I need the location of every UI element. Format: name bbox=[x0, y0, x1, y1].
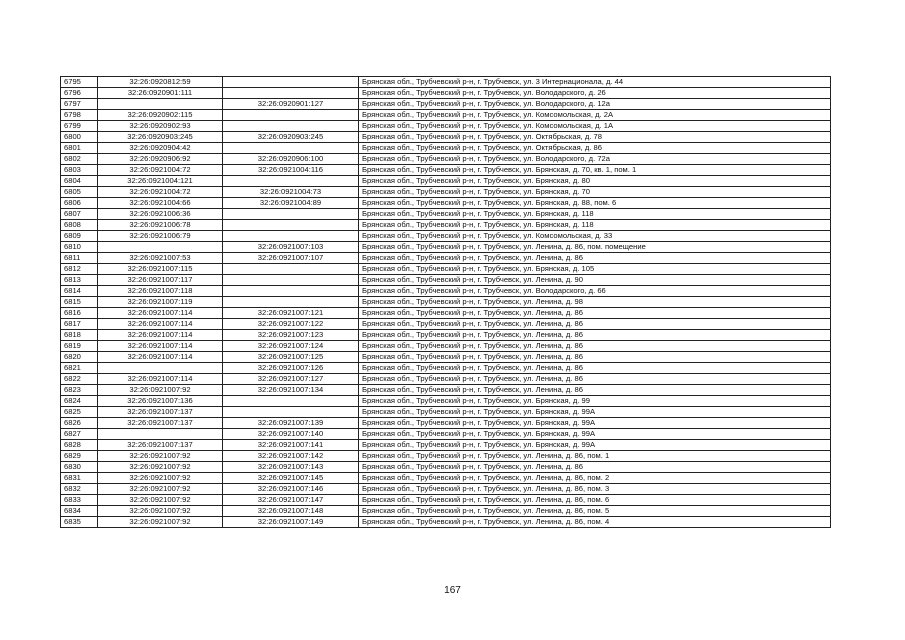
building-cadastral-number-cell: 32:26:0921007:142 bbox=[223, 451, 359, 462]
row-number-cell: 6810 bbox=[61, 242, 98, 253]
table-row bbox=[61, 495, 831, 506]
address-cell: Брянская обл., Трубчевский р-н, г. Трубчевск, ул. Ленина, д. 86 bbox=[359, 319, 831, 330]
row-number-cell: 6821 bbox=[61, 363, 98, 374]
table-row bbox=[61, 143, 831, 154]
building-cadastral-number-cell: 32:26:0921007:122 bbox=[223, 319, 359, 330]
row-number-cell: 6833 bbox=[61, 495, 98, 506]
building-cadastral-number-cell bbox=[223, 264, 359, 275]
row-number-cell: 6809 bbox=[61, 231, 98, 242]
building-cadastral-number-cell: 32:26:0921007:146 bbox=[223, 484, 359, 495]
address-cell: Брянская обл., Трубчевский р-н, г. Трубчевск, ул. Ленина, д. 86 bbox=[359, 385, 831, 396]
row-number-cell: 6812 bbox=[61, 264, 98, 275]
building-cadastral-number-cell: 32:26:0921007:148 bbox=[223, 506, 359, 517]
land-cadastral-number-cell: 32:26:0921007:114 bbox=[98, 352, 223, 363]
row-number-cell: 6817 bbox=[61, 319, 98, 330]
building-cadastral-number-cell bbox=[223, 231, 359, 242]
table-row bbox=[61, 352, 831, 363]
row-number-cell: 6829 bbox=[61, 451, 98, 462]
address-cell: Брянская обл., Трубчевский р-н, г. Трубчевск, ул. Брянская, д. 88, пом. 6 bbox=[359, 198, 831, 209]
row-number-cell: 6814 bbox=[61, 286, 98, 297]
land-cadastral-number-cell: 32:26:0920902:93 bbox=[98, 121, 223, 132]
land-cadastral-number-cell: 32:26:0921007:92 bbox=[98, 385, 223, 396]
table-row bbox=[61, 231, 831, 242]
table-row bbox=[61, 110, 831, 121]
table-row bbox=[61, 308, 831, 319]
row-number-cell: 6820 bbox=[61, 352, 98, 363]
table-row bbox=[61, 176, 831, 187]
building-cadastral-number-cell: 32:26:0921004:73 bbox=[223, 187, 359, 198]
table-row bbox=[61, 264, 831, 275]
address-cell: Брянская обл., Трубчевский р-н, г. Трубчевск, ул. Брянская, д. 99А bbox=[359, 429, 831, 440]
address-cell: Брянская обл., Трубчевский р-н, г. Трубчевск, ул. Ленина, д. 98 bbox=[359, 297, 831, 308]
table-row bbox=[61, 253, 831, 264]
building-cadastral-number-cell: 32:26:0920903:245 bbox=[223, 132, 359, 143]
building-cadastral-number-cell bbox=[223, 220, 359, 231]
land-cadastral-number-cell: 32:26:0920812:59 bbox=[98, 77, 223, 88]
row-number-cell: 6807 bbox=[61, 209, 98, 220]
row-number-cell: 6822 bbox=[61, 374, 98, 385]
building-cadastral-number-cell: 32:26:0921007:143 bbox=[223, 462, 359, 473]
row-number-cell: 6831 bbox=[61, 473, 98, 484]
land-cadastral-number-cell: 32:26:0921007:115 bbox=[98, 264, 223, 275]
building-cadastral-number-cell: 32:26:0921007:127 bbox=[223, 374, 359, 385]
row-number-cell: 6824 bbox=[61, 396, 98, 407]
land-cadastral-number-cell: 32:26:0920906:92 bbox=[98, 154, 223, 165]
table-row bbox=[61, 396, 831, 407]
address-cell: Брянская обл., Трубчевский р-н, г. Трубчевск, ул. Брянская, д. 118 bbox=[359, 209, 831, 220]
land-cadastral-number-cell: 32:26:0921007:119 bbox=[98, 297, 223, 308]
land-cadastral-number-cell: 32:26:0921007:92 bbox=[98, 451, 223, 462]
building-cadastral-number-cell bbox=[223, 88, 359, 99]
land-cadastral-number-cell: 32:26:0921007:114 bbox=[98, 374, 223, 385]
row-number-cell: 6825 bbox=[61, 407, 98, 418]
land-cadastral-number-cell: 32:26:0921007:114 bbox=[98, 341, 223, 352]
address-cell: Брянская обл., Трубчевский р-н, г. Трубчевск, ул. Брянская, д. 80 bbox=[359, 176, 831, 187]
table-row bbox=[61, 451, 831, 462]
table-row bbox=[61, 286, 831, 297]
land-cadastral-number-cell: 32:26:0921006:36 bbox=[98, 209, 223, 220]
table-row bbox=[61, 88, 831, 99]
address-cell: Брянская обл., Трубчевский р-н, г. Трубчевск, ул. Ленина, д. 86, пом. 2 bbox=[359, 473, 831, 484]
building-cadastral-number-cell: 32:26:0921007:124 bbox=[223, 341, 359, 352]
row-number-cell: 6826 bbox=[61, 418, 98, 429]
address-cell: Брянская обл., Трубчевский р-н, г. Трубчевск, ул. Брянская, д. 99 bbox=[359, 396, 831, 407]
address-cell: Брянская обл., Трубчевский р-н, г. Трубчевск, ул. Ленина, д. 86 bbox=[359, 253, 831, 264]
address-cell: Брянская обл., Трубчевский р-н, г. Трубчевск, ул. Ленина, д. 86 bbox=[359, 308, 831, 319]
land-cadastral-number-cell: 32:26:0921007:92 bbox=[98, 495, 223, 506]
address-cell: Брянская обл., Трубчевский р-н, г. Трубчевск, ул. Ленина, д. 86, пом. 5 bbox=[359, 506, 831, 517]
address-cell: Брянская обл., Трубчевский р-н, г. Трубчевск, ул. Ленина, д. 90 bbox=[359, 275, 831, 286]
address-cell: Брянская обл., Трубчевский р-н, г. Трубчевск, ул. Ленина, д. 86 bbox=[359, 352, 831, 363]
table-row bbox=[61, 363, 831, 374]
building-cadastral-number-cell: 32:26:0921004:89 bbox=[223, 198, 359, 209]
address-cell: Брянская обл., Трубчевский р-н, г. Трубчевск, ул. Комсомольская, д. 33 bbox=[359, 231, 831, 242]
row-number-cell: 6815 bbox=[61, 297, 98, 308]
land-cadastral-number-cell: 32:26:0920901:111 bbox=[98, 88, 223, 99]
land-cadastral-number-cell: 32:26:0921006:78 bbox=[98, 220, 223, 231]
building-cadastral-number-cell: 32:26:0921007:141 bbox=[223, 440, 359, 451]
table-row bbox=[61, 132, 831, 143]
building-cadastral-number-cell: 32:26:0921007:125 bbox=[223, 352, 359, 363]
building-cadastral-number-cell bbox=[223, 77, 359, 88]
address-cell: Брянская обл., Трубчевский р-н, г. Трубчевск, ул. Брянская, д. 99А bbox=[359, 440, 831, 451]
building-cadastral-number-cell: 32:26:0921007:147 bbox=[223, 495, 359, 506]
address-cell: Брянская обл., Трубчевский р-н, г. Трубчевск, ул. Ленина, д. 86, пом. помещение bbox=[359, 242, 831, 253]
table-row bbox=[61, 209, 831, 220]
building-cadastral-number-cell: 32:26:0921007:145 bbox=[223, 473, 359, 484]
building-cadastral-number-cell bbox=[223, 275, 359, 286]
row-number-cell: 6797 bbox=[61, 99, 98, 110]
row-number-cell: 6795 bbox=[61, 77, 98, 88]
building-cadastral-number-cell: 32:26:0921007:149 bbox=[223, 517, 359, 528]
table-row bbox=[61, 385, 831, 396]
document-page bbox=[60, 76, 830, 528]
building-cadastral-number-cell: 32:26:0920906:100 bbox=[223, 154, 359, 165]
address-cell: Брянская обл., Трубчевский р-н, г. Трубчевск, ул. Володарского, д. 72а bbox=[359, 154, 831, 165]
building-cadastral-number-cell bbox=[223, 407, 359, 418]
land-cadastral-number-cell: 32:26:0921006:79 bbox=[98, 231, 223, 242]
land-cadastral-number-cell: 32:26:0921004:72 bbox=[98, 187, 223, 198]
land-cadastral-number-cell: 32:26:0921007:114 bbox=[98, 330, 223, 341]
land-cadastral-number-cell: 32:26:0921007:92 bbox=[98, 462, 223, 473]
address-cell: Брянская обл., Трубчевский р-н, г. Трубчевск, ул. Брянская, д. 105 bbox=[359, 264, 831, 275]
address-cell: Брянская обл., Трубчевский р-н, г. Трубчевск, ул. Ленина, д. 86 bbox=[359, 363, 831, 374]
building-cadastral-number-cell: 32:26:0921007:123 bbox=[223, 330, 359, 341]
address-cell: Брянская обл., Трубчевский р-н, г. Трубчевск, ул. Брянская, д. 99А bbox=[359, 407, 831, 418]
table-row bbox=[61, 418, 831, 429]
row-number-cell: 6798 bbox=[61, 110, 98, 121]
table-row bbox=[61, 319, 831, 330]
address-cell: Брянская обл., Трубчевский р-н, г. Трубчевск, ул. Ленина, д. 86, пом. 1 bbox=[359, 451, 831, 462]
address-cell: Брянская обл., Трубчевский р-н, г. Трубчевск, ул. Ленина, д. 86 bbox=[359, 374, 831, 385]
land-cadastral-number-cell bbox=[98, 429, 223, 440]
table-row bbox=[61, 484, 831, 495]
row-number-cell: 6832 bbox=[61, 484, 98, 495]
table-row bbox=[61, 220, 831, 231]
row-number-cell: 6828 bbox=[61, 440, 98, 451]
table-row bbox=[61, 473, 831, 484]
table-row bbox=[61, 341, 831, 352]
row-number-cell: 6800 bbox=[61, 132, 98, 143]
row-number-cell: 6796 bbox=[61, 88, 98, 99]
table-row bbox=[61, 407, 831, 418]
row-number-cell: 6801 bbox=[61, 143, 98, 154]
table-row bbox=[61, 121, 831, 132]
building-cadastral-number-cell: 32:26:0921004:116 bbox=[223, 165, 359, 176]
land-cadastral-number-cell: 32:26:0921004:66 bbox=[98, 198, 223, 209]
row-number-cell: 6806 bbox=[61, 198, 98, 209]
table-row bbox=[61, 440, 831, 451]
row-number-cell: 6827 bbox=[61, 429, 98, 440]
building-cadastral-number-cell bbox=[223, 143, 359, 154]
registry-table-body bbox=[61, 77, 831, 528]
table-row bbox=[61, 242, 831, 253]
building-cadastral-number-cell: 32:26:0921007:107 bbox=[223, 253, 359, 264]
address-cell: Брянская обл., Трубчевский р-н, г. Трубчевск, ул. Брянская, д. 99А bbox=[359, 418, 831, 429]
land-cadastral-number-cell: 32:26:0921007:117 bbox=[98, 275, 223, 286]
table-row bbox=[61, 99, 831, 110]
land-cadastral-number-cell: 32:26:0921007:137 bbox=[98, 407, 223, 418]
table-row bbox=[61, 165, 831, 176]
table-row bbox=[61, 198, 831, 209]
table-row bbox=[61, 187, 831, 198]
land-cadastral-number-cell: 32:26:0921007:136 bbox=[98, 396, 223, 407]
land-cadastral-number-cell: 32:26:0921007:92 bbox=[98, 484, 223, 495]
land-cadastral-number-cell: 32:26:0921004:72 bbox=[98, 165, 223, 176]
address-cell: Брянская обл., Трубчевский р-н, г. Трубчевск, ул. 3 Интернационала, д. 44 bbox=[359, 77, 831, 88]
row-number-cell: 6805 bbox=[61, 187, 98, 198]
land-cadastral-number-cell: 32:26:0921007:118 bbox=[98, 286, 223, 297]
address-cell: Брянская обл., Трубчевский р-н, г. Трубчевск, ул. Октябрьская, д. 86 bbox=[359, 143, 831, 154]
table-row bbox=[61, 506, 831, 517]
building-cadastral-number-cell bbox=[223, 176, 359, 187]
address-cell: Брянская обл., Трубчевский р-н, г. Трубчевск, ул. Ленина, д. 86 bbox=[359, 330, 831, 341]
land-cadastral-number-cell: 32:26:0921007:114 bbox=[98, 319, 223, 330]
address-cell: Брянская обл., Трубчевский р-н, г. Трубчевск, ул. Володарского, д. 26 bbox=[359, 88, 831, 99]
building-cadastral-number-cell bbox=[223, 396, 359, 407]
building-cadastral-number-cell: 32:26:0921007:139 bbox=[223, 418, 359, 429]
land-cadastral-number-cell: 32:26:0921007:92 bbox=[98, 506, 223, 517]
row-number-cell: 6835 bbox=[61, 517, 98, 528]
table-row bbox=[61, 374, 831, 385]
table-row bbox=[61, 297, 831, 308]
row-number-cell: 6819 bbox=[61, 341, 98, 352]
address-cell: Брянская обл., Трубчевский р-н, г. Трубчевск, ул. Ленина, д. 86 bbox=[359, 462, 831, 473]
address-cell: Брянская обл., Трубчевский р-н, г. Трубчевск, ул. Ленина, д. 86, пом. 6 bbox=[359, 495, 831, 506]
address-cell: Брянская обл., Трубчевский р-н, г. Трубчевск, ул. Володарского, д. 12а bbox=[359, 99, 831, 110]
land-cadastral-number-cell: 32:26:0921007:137 bbox=[98, 440, 223, 451]
land-cadastral-number-cell: 32:26:0921007:53 bbox=[98, 253, 223, 264]
table-row bbox=[61, 275, 831, 286]
land-cadastral-number-cell: 32:26:0921004:121 bbox=[98, 176, 223, 187]
row-number-cell: 6811 bbox=[61, 253, 98, 264]
row-number-cell: 6816 bbox=[61, 308, 98, 319]
row-number-cell: 6803 bbox=[61, 165, 98, 176]
row-number-cell: 6808 bbox=[61, 220, 98, 231]
address-cell: Брянская обл., Трубчевский р-н, г. Трубчевск, ул. Ленина, д. 86 bbox=[359, 341, 831, 352]
land-cadastral-number-cell: 32:26:0921007:137 bbox=[98, 418, 223, 429]
row-number-cell: 6799 bbox=[61, 121, 98, 132]
page-number: 167 bbox=[444, 585, 461, 596]
building-cadastral-number-cell: 32:26:0921007:121 bbox=[223, 308, 359, 319]
building-cadastral-number-cell bbox=[223, 110, 359, 121]
row-number-cell: 6818 bbox=[61, 330, 98, 341]
table-row bbox=[61, 517, 831, 528]
land-cadastral-number-cell bbox=[98, 99, 223, 110]
building-cadastral-number-cell bbox=[223, 286, 359, 297]
table-row bbox=[61, 462, 831, 473]
building-cadastral-number-cell: 32:26:0921007:140 bbox=[223, 429, 359, 440]
building-cadastral-number-cell bbox=[223, 121, 359, 132]
land-cadastral-number-cell: 32:26:0921007:92 bbox=[98, 473, 223, 484]
land-cadastral-number-cell bbox=[98, 242, 223, 253]
row-number-cell: 6830 bbox=[61, 462, 98, 473]
row-number-cell: 6804 bbox=[61, 176, 98, 187]
table-row bbox=[61, 154, 831, 165]
row-number-cell: 6802 bbox=[61, 154, 98, 165]
land-cadastral-number-cell: 32:26:0921007:114 bbox=[98, 308, 223, 319]
address-cell: Брянская обл., Трубчевский р-н, г. Трубчевск, ул. Ленина, д. 86, пом. 4 bbox=[359, 517, 831, 528]
address-cell: Брянская обл., Трубчевский р-н, г. Трубчевск, ул. Брянская, д. 70, кв. 1, пом. 1 bbox=[359, 165, 831, 176]
row-number-cell: 6823 bbox=[61, 385, 98, 396]
land-cadastral-number-cell: 32:26:0920902:115 bbox=[98, 110, 223, 121]
building-cadastral-number-cell bbox=[223, 209, 359, 220]
land-cadastral-number-cell: 32:26:0921007:92 bbox=[98, 517, 223, 528]
address-cell: Брянская обл., Трубчевский р-н, г. Трубчевск, ул. Комсомольская, д. 2А bbox=[359, 110, 831, 121]
row-number-cell: 6834 bbox=[61, 506, 98, 517]
address-cell: Брянская обл., Трубчевский р-н, г. Трубчевск, ул. Ленина, д. 86, пом. 3 bbox=[359, 484, 831, 495]
address-cell: Брянская обл., Трубчевский р-н, г. Трубчевск, ул. Володарского, д. 66 bbox=[359, 286, 831, 297]
building-cadastral-number-cell: 32:26:0920901:127 bbox=[223, 99, 359, 110]
land-cadastral-number-cell: 32:26:0920904:42 bbox=[98, 143, 223, 154]
address-cell: Брянская обл., Трубчевский р-н, г. Трубчевск, ул. Комсомольская, д. 1А bbox=[359, 121, 831, 132]
table-row bbox=[61, 429, 831, 440]
building-cadastral-number-cell: 32:26:0921007:103 bbox=[223, 242, 359, 253]
address-cell: Брянская обл., Трубчевский р-н, г. Трубчевск, ул. Брянская, д. 118 bbox=[359, 220, 831, 231]
address-cell: Брянская обл., Трубчевский р-н, г. Трубчевск, ул. Брянская, д. 70 bbox=[359, 187, 831, 198]
land-cadastral-number-cell: 32:26:0920903:245 bbox=[98, 132, 223, 143]
table-row bbox=[61, 77, 831, 88]
table-row bbox=[61, 330, 831, 341]
property-registry-table bbox=[60, 76, 831, 528]
building-cadastral-number-cell bbox=[223, 297, 359, 308]
address-cell: Брянская обл., Трубчевский р-н, г. Трубчевск, ул. Октябрьская, д. 78 bbox=[359, 132, 831, 143]
row-number-cell: 6813 bbox=[61, 275, 98, 286]
building-cadastral-number-cell: 32:26:0921007:126 bbox=[223, 363, 359, 374]
building-cadastral-number-cell: 32:26:0921007:134 bbox=[223, 385, 359, 396]
land-cadastral-number-cell bbox=[98, 363, 223, 374]
